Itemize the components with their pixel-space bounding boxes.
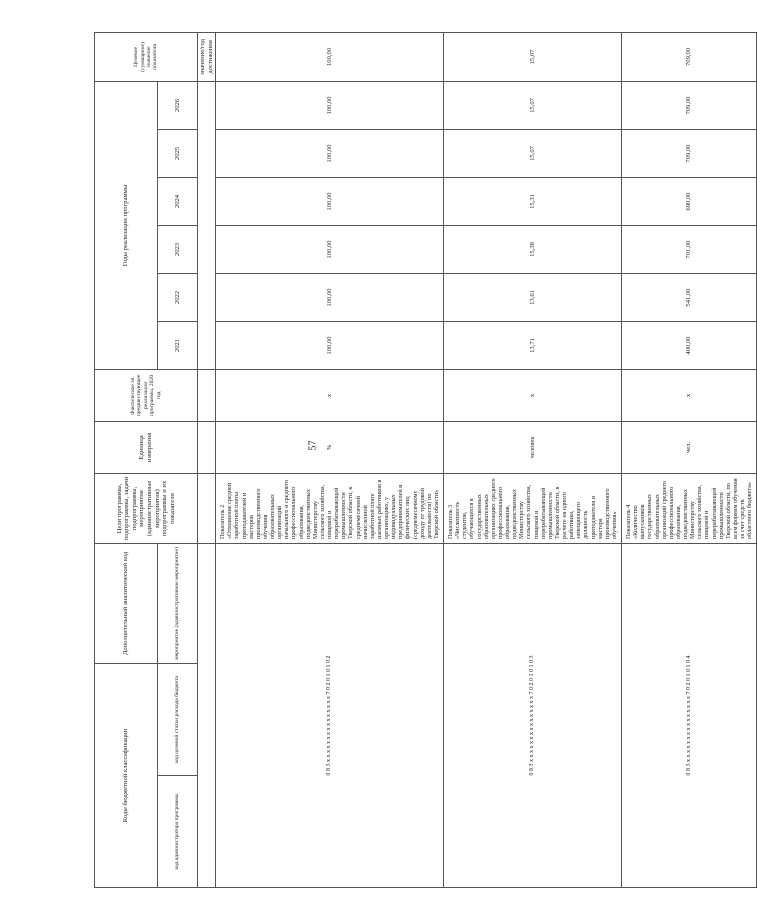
value-2023: 701,00	[622, 225, 757, 273]
code-strip-header	[198, 543, 216, 887]
years-group-header: Годы реализации программы	[95, 81, 158, 369]
value-2025: 15,07	[444, 129, 622, 177]
year-2023-header: 2023	[158, 225, 198, 273]
base-cell: х	[622, 369, 757, 421]
indicator-description: Показатель 4 «Количество выпускников государственных образовательных организаций среднего профессионального образования, подведомственных Министерству сельского хозяйства, пищевой и перерабатывающей промышленности Тверской области, по всем формам обучения за счет средств областного бюджета»	[622, 473, 757, 543]
budget-codes-header: Коды бюджетной классификации	[95, 663, 158, 887]
purpose-subheader: мероприятие (административное мероприятие)	[158, 543, 198, 663]
target-article-header: код целевой статьи расхода бюджета	[158, 663, 198, 775]
admin-section-header: код администратора программы	[158, 776, 198, 888]
value-2026: 15,07	[444, 81, 622, 129]
spacer-cell	[198, 473, 216, 543]
year-2025-header: 2025	[158, 129, 198, 177]
value-2022: 100,00	[216, 273, 444, 321]
unit-cell: человек	[444, 421, 622, 473]
program-indicator-table-rotated	[94, 33, 754, 888]
value-2024: 690,00	[622, 177, 757, 225]
value-2023: 15,38	[444, 225, 622, 273]
value-2023: 100,00	[216, 225, 444, 273]
name-column-header: Цели программы, подпрограммы, задачи подпрограммы, мероприятия (административные мероприятия) подпрограммы и их показатели	[95, 473, 198, 543]
code-cell-row-2	[444, 543, 622, 887]
base-year-column-header: Фактическое зн. предшествующее реализации программы, 2020 год	[95, 369, 198, 421]
indicator-table	[94, 32, 757, 888]
code-cell-row-3	[622, 543, 757, 887]
base-cell: х	[216, 369, 444, 421]
base-cell: х	[444, 369, 622, 421]
target-value: 709,00	[622, 32, 757, 81]
page-number: 57	[307, 440, 319, 451]
value-2024: 100,00	[216, 177, 444, 225]
spacer-cell	[198, 81, 216, 369]
year-2024-header: 2024	[158, 177, 198, 225]
year-2021-header: 2021	[158, 321, 198, 369]
table-row	[444, 32, 622, 887]
indicator-description: Показатель 3 «Численность студентов, обучающихся в государственных образовательных организациях среднего профессионального образования, подведомственных Министерству сельского хозяйства, пищевой и перерабатывающей промышленности Тверской области, в расчете на одного работника, замещающего должность преподавателя и мастера производственного обучения»	[444, 473, 622, 543]
target-column-header: Целевое (суммарное) значение показателя	[95, 32, 198, 81]
unit-cell: чел.	[622, 421, 757, 473]
value-2024: 15,31	[444, 177, 622, 225]
value-2026: 709,00	[622, 81, 757, 129]
table-row	[622, 32, 757, 887]
year-2022-header: 2022	[158, 273, 198, 321]
code-digits: 0 8 3 x x x x x x x x x x x x x x x 7 0 2 0 1 0 1 0 4	[685, 655, 692, 776]
value-2022: 541,00	[622, 273, 757, 321]
unit-column-header: Единица измерения	[95, 421, 198, 473]
code-digits: 0 8 3 x x x x x x x x x x x x x x x 7 0 2 0 1 0 1 0 2	[326, 655, 333, 776]
value-2025: 709,00	[622, 129, 757, 177]
value-2022: 13,61	[444, 273, 622, 321]
value-2021: 13,71	[444, 321, 622, 369]
spacer-cell	[198, 421, 216, 473]
value-2021: 400,00	[622, 321, 757, 369]
unit-cell: %	[216, 421, 444, 473]
target-value: 15,07	[444, 32, 622, 81]
target-value: 100,00	[216, 32, 444, 81]
table-row	[216, 32, 444, 887]
value-2026: 100,00	[216, 81, 444, 129]
target-year-label: значение/год достижения	[198, 32, 216, 81]
value-2025: 100,00	[216, 129, 444, 177]
code-cell-row-1	[216, 543, 444, 887]
code-digits: 0 8 3 x x x x x x x x x x x x x x x 7 0 2 0 1 0 1 0 3	[529, 655, 536, 776]
analytic-code-header: Дополнительный аналитический код	[95, 543, 158, 663]
value-2021: 100,00	[216, 321, 444, 369]
spacer-cell	[198, 369, 216, 421]
indicator-description: Показатель 2 «Отношение средней заработной платы преподавателей и мастеров производственного обучения образовательных организаций начального и среднего профессионального образования, подведомственных Министерству сельского хозяйства, пищевой и перерабатывающей промышленности Тверской области, к среднемесячной начисленной заработной плате наемных работников в организациях, у индивидуальных предпринимателей и физических лиц (среднемесячному доходу от трудовой деятельности) по Тверской области»	[216, 473, 444, 543]
year-2026-header: 2026	[158, 81, 198, 129]
